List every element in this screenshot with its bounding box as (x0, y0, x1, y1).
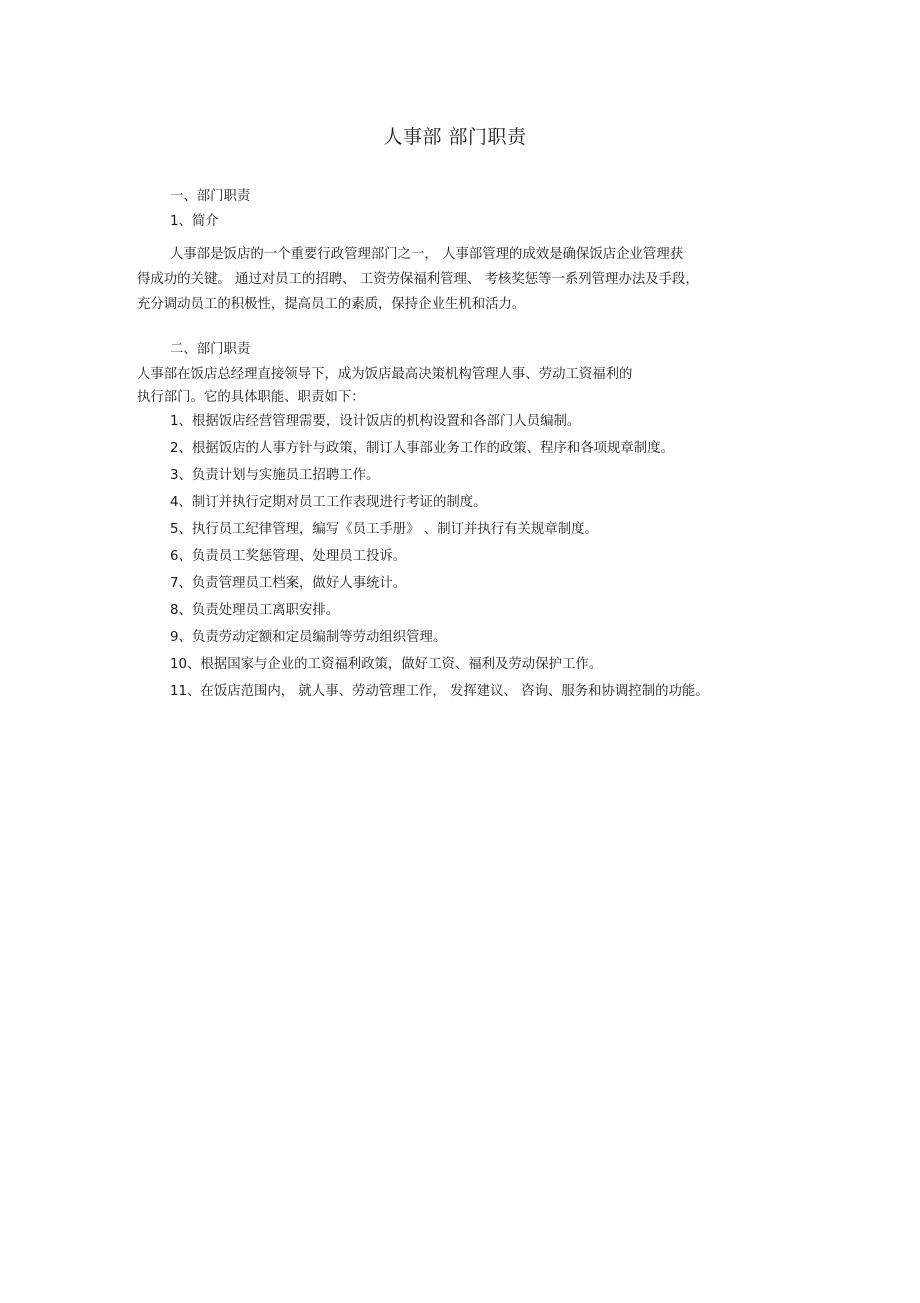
duty-item-11: 11、在饭店范围内， 就人事、劳动管理工作， 发挥建议、 咨询、服务和协调控制的功能。 (170, 684, 709, 699)
duty-item-9: 9、负责劳动定额和定员编制等劳动组织管理。 (170, 630, 447, 645)
section-1-subheading: 1、简介 (170, 214, 219, 229)
intro-line-1: 人事部是饭店的一个重要行政管理部门之一， 人事部管理的成效是确保饭店企业管理获 (170, 247, 684, 262)
duty-item-2: 2、根据饭店的人事方针与政策，制订人事部业务工作的政策、程序和各项规章制度。 (170, 441, 674, 456)
duty-item-4: 4、制订并执行定期对员工工作表现进行考证的制度。 (170, 495, 487, 510)
duty-item-10: 10、根据国家与企业的工资福利政策，做好工资、福利及劳动保护工作。 (170, 657, 603, 672)
duty-item-6: 6、负责员工奖惩管理、处理员工投诉。 (170, 549, 407, 564)
duty-item-3: 3、负责计划与实施员工招聘工作。 (170, 468, 380, 483)
section-2-lead-line-2: 执行部门。它的具体职能、职责如下： (137, 390, 365, 405)
intro-line-2: 得成功的关键。 通过对员工的招聘、 工资劳保福利管理、 考核奖惩等一系列管理办法及手段， (137, 272, 699, 287)
page-title: 人事部 部门职责 (383, 126, 527, 148)
duty-item-1: 1、根据饭店经营管理需要，设计饭店的机构设置和各部门人员编制。 (170, 414, 581, 429)
duty-item-8: 8、负责处理员工离职安排。 (170, 603, 340, 618)
intro-line-3: 充分调动员工的积极性，提高员工的素质，保持企业生机和活力。 (137, 297, 526, 312)
section-2-heading: 二、部门职责 (170, 342, 251, 357)
duty-item-7: 7、负责管理员工档案，做好人事统计。 (170, 576, 407, 591)
section-1-heading: 一、部门职责 (170, 189, 251, 204)
section-2-lead-line-1: 人事部在饭店总经理直接领导下，成为饭店最高决策机构管理人事、劳动工资福利的 (137, 367, 633, 382)
duty-item-5: 5、执行员工纪律管理，编写《员工手册》 、制订并执行有关规章制度。 (170, 522, 598, 537)
